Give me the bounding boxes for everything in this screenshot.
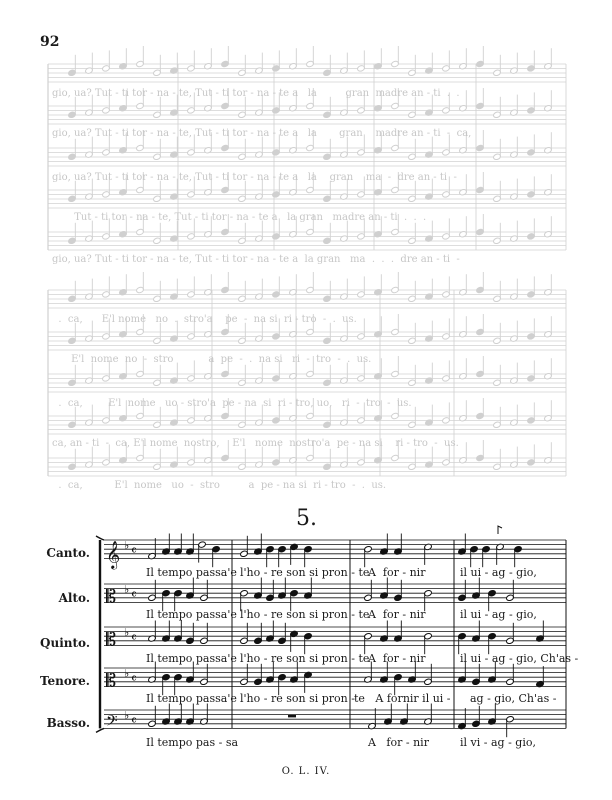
flat-key-signature: ♭ bbox=[124, 583, 130, 597]
piece-number: 5. bbox=[296, 506, 317, 531]
lyric-canto-1: Il tempo passa'e bbox=[146, 566, 237, 579]
common-time-signature: 𝄴 bbox=[131, 713, 137, 729]
voice-label-canto: Canto. bbox=[46, 546, 90, 560]
alto-clef-icon: 𝄡 bbox=[106, 586, 117, 608]
lyric-alto-4: il ui - ag - gio, bbox=[460, 608, 537, 621]
footer-signature: O. L. IV. bbox=[281, 766, 331, 777]
flat-key-signature: ♭ bbox=[124, 539, 130, 553]
tenor-clef-icon: 𝄡 bbox=[106, 670, 117, 692]
faded-lyric-line: gio, ua? Tut - ti tor - na - te, Tut - ti tor - na - te a la gran ma . . . dre an - ti - bbox=[52, 254, 460, 265]
lyric-basso-1: Il tempo pas - sa bbox=[146, 736, 239, 749]
faded-lyric-line: Tut - ti tor - na - te, Tut - ti tor - na - te a la gran madre an - ti . . . bbox=[52, 212, 427, 223]
lyric-alto-1: Il tempo passa'e bbox=[146, 608, 237, 621]
common-time-signature: 𝄴 bbox=[131, 587, 137, 603]
faded-lyric-line: ca, an - ti - ca, E'l nome nostro, E'l nome nostro'a pe - na si ri - tro - us. bbox=[52, 438, 459, 449]
voice-label-quinto: Quinto. bbox=[40, 636, 90, 650]
whole-rest bbox=[288, 715, 296, 718]
lyric-quinto-1: Il tempo passa'e bbox=[146, 652, 237, 665]
voice-label-tenore: Tenore. bbox=[39, 674, 90, 688]
faded-lyric-line: . ca, E'l nome no . stro'a pe - na si ri - tro - . us. bbox=[52, 314, 357, 325]
faded-lyric-line: . ca, E'l nome uo - stro a pe - na si ri - tro - . us. bbox=[52, 480, 387, 491]
flat-key-signature: ♭ bbox=[124, 626, 130, 640]
lyric-tenore-4: ag - gio, Ch'as - bbox=[470, 692, 557, 705]
faded-lyric-line: gio, ua? Tut - ti tor - na - te, Tut - ti tor - na - te a la gran ma - dre an - ti - bbox=[52, 172, 457, 183]
brace-hook-top bbox=[96, 536, 104, 540]
faded-lyric-line: . ca, E'l nome uo - stro'a pe - na si ri - tro, uo, ri - tro - us. bbox=[52, 398, 412, 409]
lyric-tenore-1: Il tempo passa'e bbox=[146, 692, 237, 705]
alto-clef-icon: 𝄡 bbox=[106, 629, 117, 651]
ornament-mark bbox=[498, 526, 502, 534]
treble-clef-icon: 𝄞 bbox=[106, 540, 121, 569]
lyric-tenore-3: te A fornir il ui - bbox=[354, 692, 451, 705]
bass-clef-icon: 𝄢 bbox=[106, 712, 118, 734]
common-time-signature: 𝄴 bbox=[131, 543, 137, 559]
lyric-quinto-3: A for - nir bbox=[368, 652, 426, 665]
flat-key-signature: ♭ bbox=[124, 667, 130, 681]
lyric-alto-2: l'ho - re son si pron - te bbox=[240, 608, 370, 621]
lyric-basso-4: il vi - ag - gio, bbox=[460, 736, 536, 749]
common-time-signature: 𝄴 bbox=[131, 671, 137, 687]
faded-lyric-line: E'l nome no - stro a pe - . na si ri - tro - . us. bbox=[52, 354, 372, 365]
voice-label-basso: Basso. bbox=[46, 716, 90, 730]
common-time-signature: 𝄴 bbox=[131, 630, 137, 646]
page-number: 92 bbox=[40, 34, 60, 50]
lyric-alto-3: A for - nir bbox=[368, 608, 426, 621]
lyric-quinto-4: il ui - ag - gio, Ch'as - bbox=[460, 652, 579, 665]
brace-hook-bottom bbox=[96, 728, 104, 732]
lyric-canto-2: l'ho - re son si pron - te bbox=[240, 566, 370, 579]
lyric-tenore-2: l'ho - re son si pron - bbox=[240, 692, 355, 705]
lyric-canto-4: il ui - ag - gio, bbox=[460, 566, 537, 579]
faded-lyric-line: gio, ua? Tut - ti tor - na - te, Tut - ti tor - na - te a la gran madre an - ti - ca, bbox=[52, 128, 472, 139]
flat-key-signature: ♭ bbox=[124, 709, 130, 723]
lyric-quinto-2: l'ho - re son si pron - te bbox=[240, 652, 370, 665]
lyric-basso-3: A for - nir bbox=[368, 736, 429, 749]
faded-lyric-line: gio, ua? Tut - ti tor - na - te, Tut - ti tor - na - te a la gran madre an - ti . . bbox=[52, 88, 460, 99]
lyric-canto-3: A for - nir bbox=[368, 566, 426, 579]
voice-label-alto: Alto. bbox=[58, 591, 90, 605]
